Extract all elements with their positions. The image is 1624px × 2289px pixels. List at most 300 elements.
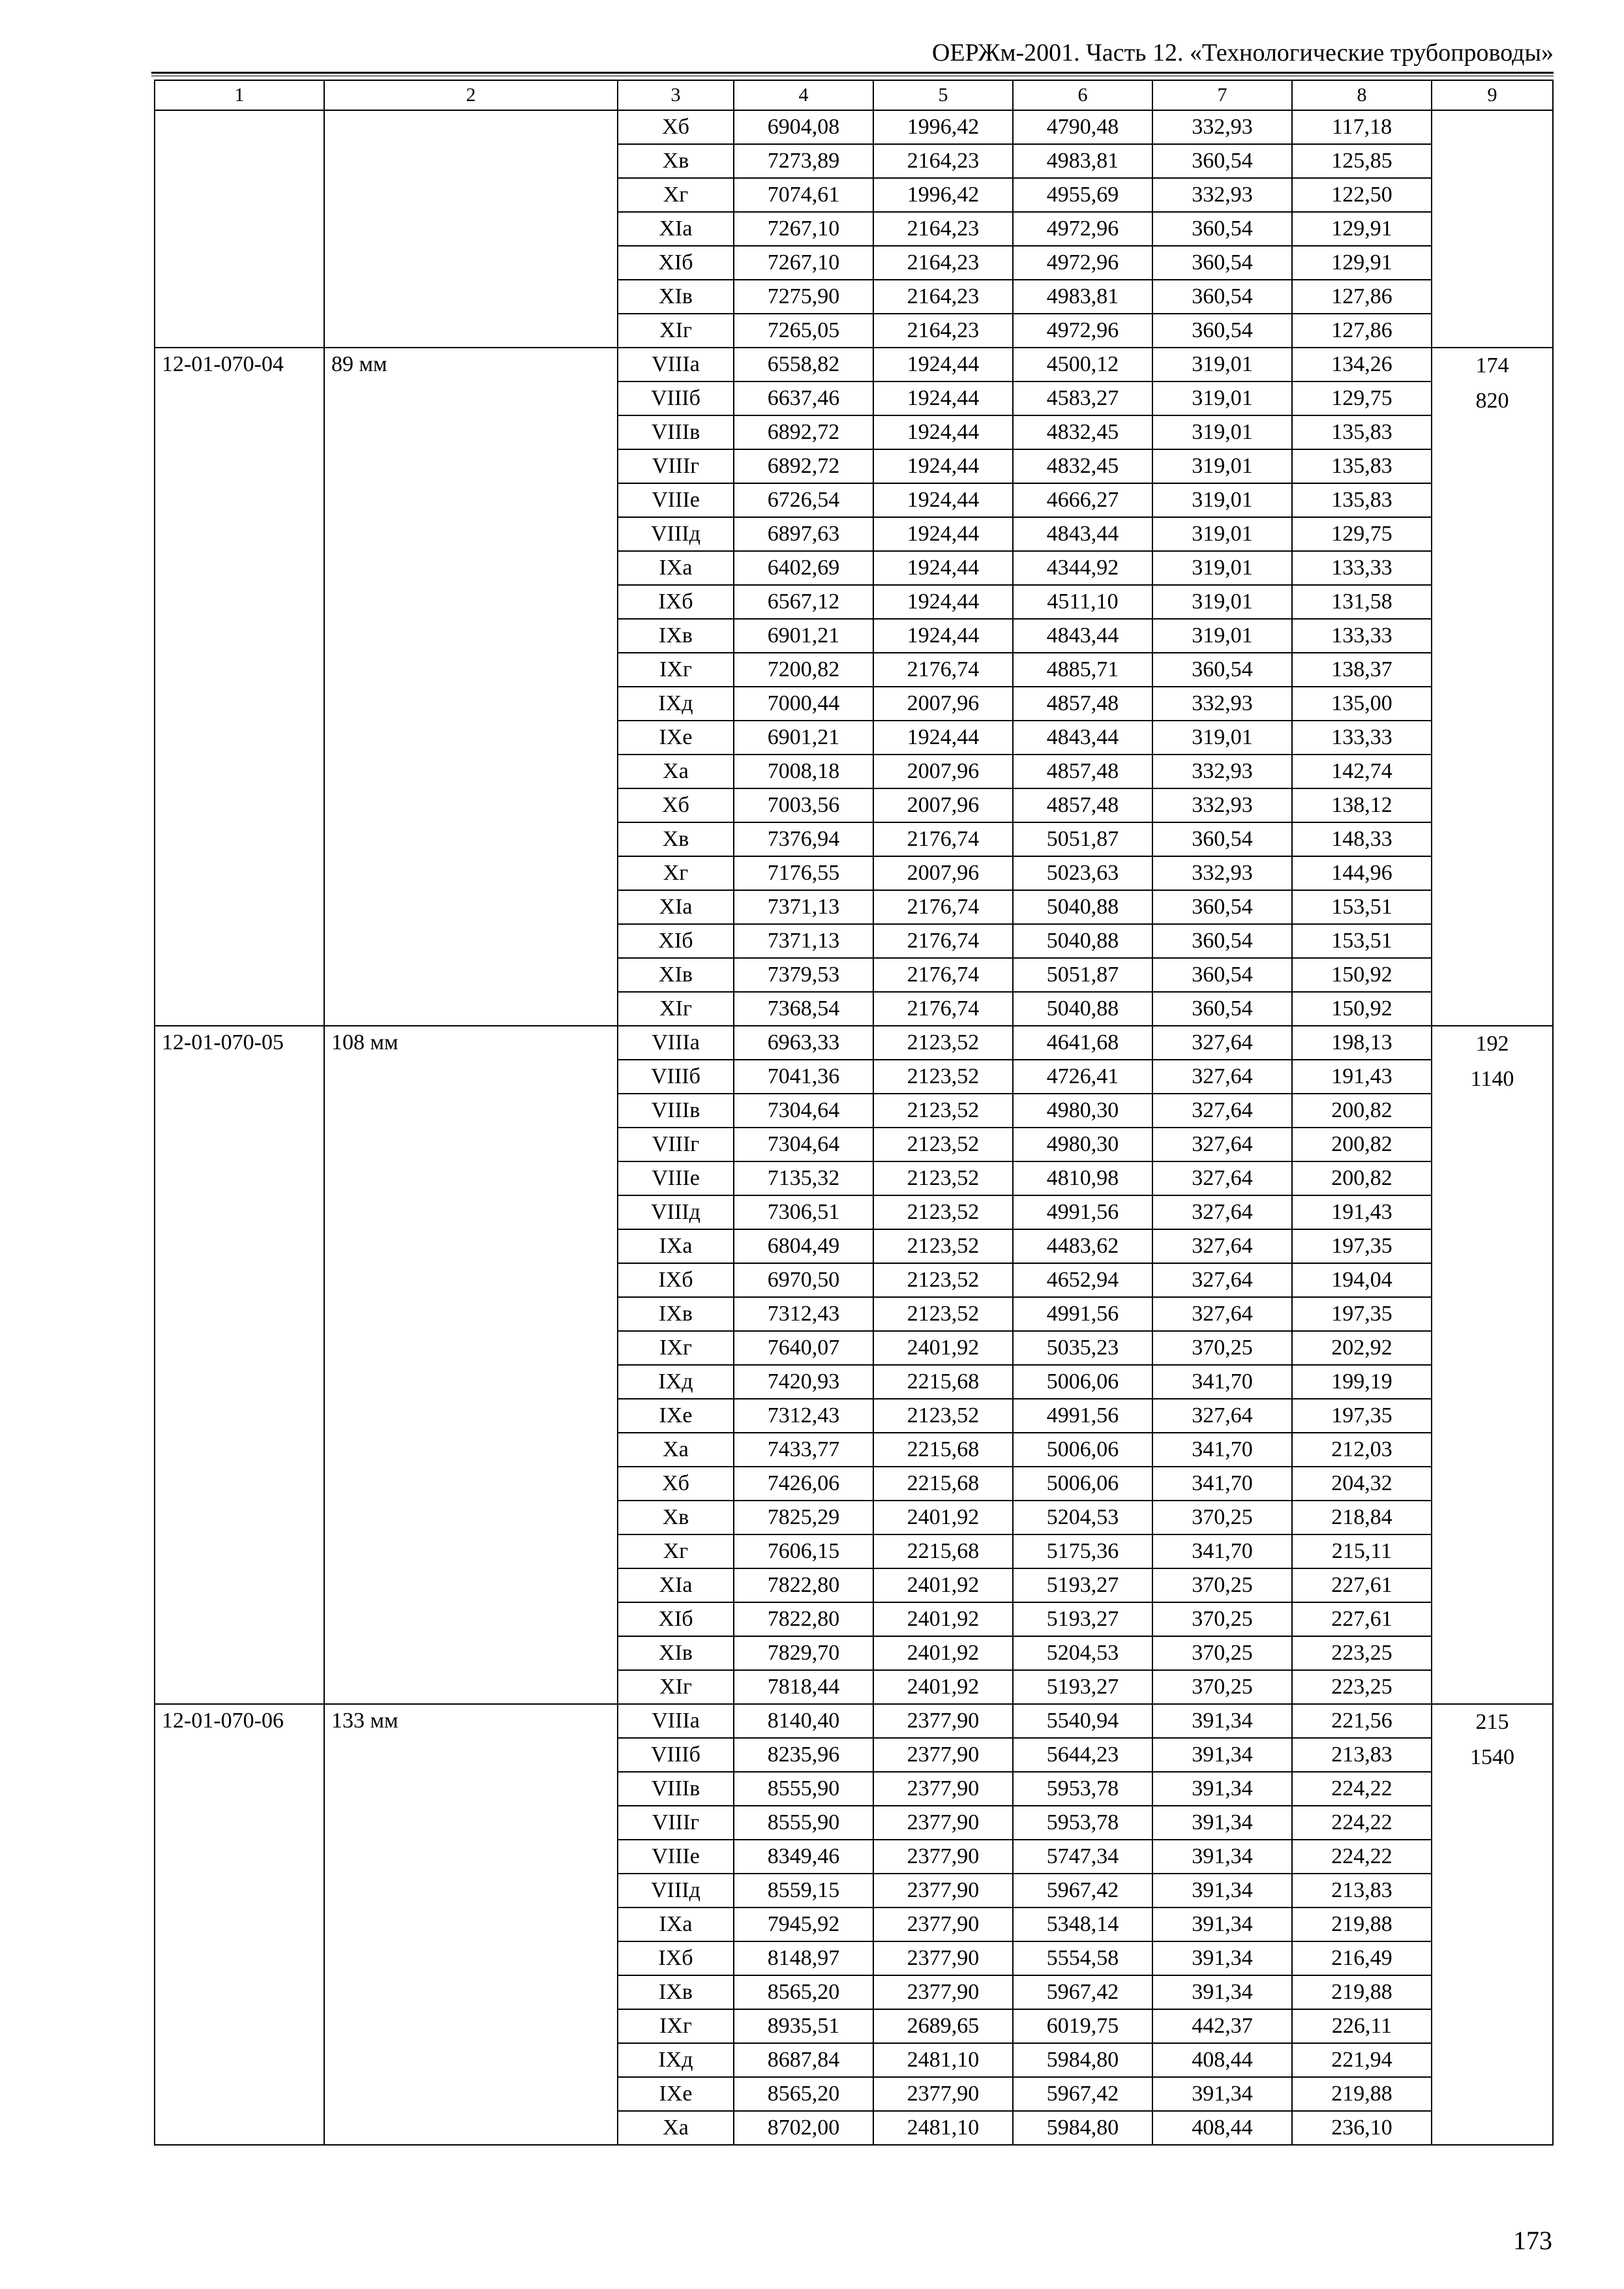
value-cell: 8559,15	[734, 1874, 873, 1908]
value-cell: 7822,80	[734, 1602, 873, 1636]
value-cell: 2401,92	[873, 1568, 1013, 1602]
value-cell: 4583,27	[1013, 382, 1152, 415]
value-cell: 7304,64	[734, 1128, 873, 1161]
value-cell: 370,25	[1152, 1568, 1292, 1602]
category-cell: IXe	[618, 721, 734, 755]
table-row	[155, 1704, 1553, 1738]
value-cell: 2164,23	[873, 246, 1013, 280]
value-cell: 7003,56	[734, 788, 873, 822]
value-cell: 198,13	[1292, 1026, 1432, 1060]
category-cell: VIIIд	[618, 1874, 734, 1908]
value-cell: 2481,10	[873, 2043, 1013, 2077]
value-cell: 7606,15	[734, 1534, 873, 1568]
value-cell: 224,22	[1292, 1806, 1432, 1840]
value-cell: 370,25	[1152, 1602, 1292, 1636]
value-cell: 204,32	[1292, 1467, 1432, 1501]
value-cell: 153,51	[1292, 924, 1432, 958]
value-cell: 4857,48	[1013, 788, 1152, 822]
value-cell: 391,34	[1152, 1975, 1292, 2009]
value-cell: 6904,08	[734, 110, 873, 144]
column-number-cell: 2	[324, 80, 618, 110]
value-cell: 2164,23	[873, 314, 1013, 348]
rate-code-cell	[155, 110, 324, 348]
category-cell: VIIIв	[618, 415, 734, 449]
column-number-row	[155, 80, 1553, 110]
value-cell: 360,54	[1152, 890, 1292, 924]
value-cell: 6019,75	[1013, 2009, 1152, 2043]
value-cell: 2377,90	[873, 1908, 1013, 1941]
category-cell: VIIIг	[618, 1128, 734, 1161]
value-cell: 391,34	[1152, 2077, 1292, 2111]
value-cell: 5984,80	[1013, 2111, 1152, 2145]
value-cell: 5006,06	[1013, 1467, 1152, 1501]
value-cell: 5953,78	[1013, 1806, 1152, 1840]
value-cell: 5967,42	[1013, 1874, 1152, 1908]
category-cell: IXв	[618, 619, 734, 653]
value-cell: 6963,33	[734, 1026, 873, 1060]
category-cell: IXa	[618, 1229, 734, 1263]
value-cell: 2377,90	[873, 1772, 1013, 1806]
value-cell: 221,56	[1292, 1704, 1432, 1738]
value-cell: 2176,74	[873, 992, 1013, 1026]
value-cell: 4955,69	[1013, 178, 1152, 212]
value-cell: 5984,80	[1013, 2043, 1152, 2077]
value-cell: 4983,81	[1013, 144, 1152, 178]
value-cell: 1924,44	[873, 415, 1013, 449]
value-cell: 6726,54	[734, 483, 873, 517]
value-cell: 319,01	[1152, 585, 1292, 619]
pipe-size-cell: 133 мм	[324, 1704, 618, 2145]
value-cell: 135,83	[1292, 415, 1432, 449]
column-number-cell: 7	[1152, 80, 1292, 110]
value-cell: 138,12	[1292, 788, 1432, 822]
value-cell: 360,54	[1152, 246, 1292, 280]
column-9-value: 820	[1475, 389, 1509, 413]
value-cell: 7304,64	[734, 1094, 873, 1128]
value-cell: 4857,48	[1013, 687, 1152, 721]
value-cell: 5193,27	[1013, 1568, 1152, 1602]
value-cell: 391,34	[1152, 1941, 1292, 1975]
category-cell: IXa	[618, 551, 734, 585]
value-cell: 7829,70	[734, 1636, 873, 1670]
value-cell: 2215,68	[873, 1534, 1013, 1568]
header-rule	[151, 72, 1554, 76]
value-cell: 2176,74	[873, 924, 1013, 958]
rate-code-cell: 12-01-070-05	[155, 1026, 324, 1704]
category-cell: IXд	[618, 687, 734, 721]
column-number-cell: 1	[155, 80, 324, 110]
value-cell: 2377,90	[873, 1840, 1013, 1874]
value-cell: 4500,12	[1013, 348, 1152, 382]
value-cell: 200,82	[1292, 1161, 1432, 1195]
value-cell: 4666,27	[1013, 483, 1152, 517]
value-cell: 327,64	[1152, 1297, 1292, 1331]
value-cell: 7176,55	[734, 856, 873, 890]
value-cell: 5040,88	[1013, 992, 1152, 1026]
value-cell: 4790,48	[1013, 110, 1152, 144]
value-cell: 4483,62	[1013, 1229, 1152, 1263]
value-cell: 215,11	[1292, 1534, 1432, 1568]
value-cell: 221,94	[1292, 2043, 1432, 2077]
value-cell: 7275,90	[734, 280, 873, 314]
value-cell: 2123,52	[873, 1026, 1013, 1060]
category-cell: IXг	[618, 653, 734, 687]
value-cell: 5006,06	[1013, 1433, 1152, 1467]
category-cell: VIIIд	[618, 517, 734, 551]
category-cell: IXд	[618, 1365, 734, 1399]
value-cell: 2123,52	[873, 1263, 1013, 1297]
value-cell: 1924,44	[873, 449, 1013, 483]
value-cell: 408,44	[1152, 2043, 1292, 2077]
value-cell: 319,01	[1152, 415, 1292, 449]
value-cell: 370,25	[1152, 1501, 1292, 1534]
value-cell: 227,61	[1292, 1602, 1432, 1636]
value-cell: 219,88	[1292, 2077, 1432, 2111]
value-cell: 2377,90	[873, 1975, 1013, 2009]
value-cell: 212,03	[1292, 1433, 1432, 1467]
value-cell: 370,25	[1152, 1636, 1292, 1670]
value-cell: 1924,44	[873, 382, 1013, 415]
category-cell: VIIIг	[618, 449, 734, 483]
value-cell: 2176,74	[873, 653, 1013, 687]
value-cell: 319,01	[1152, 517, 1292, 551]
value-cell: 135,83	[1292, 483, 1432, 517]
value-cell: 2215,68	[873, 1467, 1013, 1501]
category-cell: XIв	[618, 280, 734, 314]
value-cell: 129,91	[1292, 212, 1432, 246]
value-cell: 4857,48	[1013, 755, 1152, 788]
value-cell: 191,43	[1292, 1060, 1432, 1094]
value-cell: 7822,80	[734, 1568, 873, 1602]
category-cell: XIв	[618, 958, 734, 992]
category-cell: IXг	[618, 2009, 734, 2043]
value-cell: 327,64	[1152, 1060, 1292, 1094]
value-cell: 4810,98	[1013, 1161, 1152, 1195]
column-9-value: 1140	[1470, 1067, 1514, 1091]
value-cell: 332,93	[1152, 110, 1292, 144]
value-cell: 4991,56	[1013, 1399, 1152, 1433]
value-cell: 391,34	[1152, 1738, 1292, 1772]
column-number-cell: 3	[618, 80, 734, 110]
value-cell: 2123,52	[873, 1195, 1013, 1229]
value-cell: 2176,74	[873, 890, 1013, 924]
category-cell: XIa	[618, 890, 734, 924]
value-cell: 391,34	[1152, 1806, 1292, 1840]
value-cell: 7265,05	[734, 314, 873, 348]
value-cell: 2007,96	[873, 788, 1013, 822]
category-cell: VIIIб	[618, 1060, 734, 1094]
value-cell: 6892,72	[734, 449, 873, 483]
column-9-value: 192	[1475, 1032, 1509, 1056]
category-cell: IXб	[618, 585, 734, 619]
value-cell: 360,54	[1152, 653, 1292, 687]
value-cell: 319,01	[1152, 551, 1292, 585]
category-cell: VIIIa	[618, 1704, 734, 1738]
value-cell: 219,88	[1292, 1975, 1432, 2009]
value-cell: 370,25	[1152, 1331, 1292, 1365]
value-cell: 360,54	[1152, 924, 1292, 958]
value-cell: 2401,92	[873, 1331, 1013, 1365]
value-cell: 7273,89	[734, 144, 873, 178]
value-cell: 4726,41	[1013, 1060, 1152, 1094]
value-cell: 360,54	[1152, 958, 1292, 992]
table-row	[155, 110, 1553, 144]
category-cell: VIIIб	[618, 382, 734, 415]
value-cell: 360,54	[1152, 992, 1292, 1026]
value-cell: 1924,44	[873, 551, 1013, 585]
value-cell: 213,83	[1292, 1874, 1432, 1908]
category-cell: Xб	[618, 110, 734, 144]
category-cell: VIIIб	[618, 1738, 734, 1772]
value-cell: 202,92	[1292, 1331, 1432, 1365]
value-cell: 2176,74	[873, 822, 1013, 856]
value-cell: 319,01	[1152, 721, 1292, 755]
value-cell: 2007,96	[873, 687, 1013, 721]
category-cell: Xг	[618, 856, 734, 890]
value-cell: 4972,96	[1013, 246, 1152, 280]
category-cell: XIг	[618, 1670, 734, 1704]
category-cell: XIб	[618, 246, 734, 280]
category-cell: Xa	[618, 755, 734, 788]
value-cell: 5204,53	[1013, 1501, 1152, 1534]
column-number-cell: 5	[873, 80, 1013, 110]
value-cell: 391,34	[1152, 1874, 1292, 1908]
value-cell: 327,64	[1152, 1128, 1292, 1161]
value-cell: 6892,72	[734, 415, 873, 449]
value-cell: 5348,14	[1013, 1908, 1152, 1941]
value-cell: 332,93	[1152, 178, 1292, 212]
value-cell: 2401,92	[873, 1501, 1013, 1534]
category-cell: Xг	[618, 178, 734, 212]
category-cell: Xв	[618, 822, 734, 856]
value-cell: 200,82	[1292, 1128, 1432, 1161]
value-cell: 327,64	[1152, 1263, 1292, 1297]
value-cell: 153,51	[1292, 890, 1432, 924]
value-cell: 7200,82	[734, 653, 873, 687]
value-cell: 6637,46	[734, 382, 873, 415]
value-cell: 216,49	[1292, 1941, 1432, 1975]
value-cell: 4652,94	[1013, 1263, 1152, 1297]
category-cell: XIг	[618, 314, 734, 348]
column-9-cell	[1432, 1026, 1553, 1704]
column-9-value: 1540	[1470, 1745, 1514, 1769]
value-cell: 133,33	[1292, 619, 1432, 653]
value-cell: 2007,96	[873, 856, 1013, 890]
category-cell: IXa	[618, 1908, 734, 1941]
value-cell: 2401,92	[873, 1636, 1013, 1670]
value-cell: 6567,12	[734, 585, 873, 619]
category-cell: IXв	[618, 1297, 734, 1331]
column-9-value: 215	[1475, 1710, 1509, 1734]
category-cell: Xб	[618, 1467, 734, 1501]
value-cell: 327,64	[1152, 1229, 1292, 1263]
value-cell: 8935,51	[734, 2009, 873, 2043]
value-cell: 197,35	[1292, 1229, 1432, 1263]
value-cell: 8687,84	[734, 2043, 873, 2077]
value-cell: 2123,52	[873, 1399, 1013, 1433]
value-cell: 5040,88	[1013, 890, 1152, 924]
category-cell: Xв	[618, 144, 734, 178]
value-cell: 2377,90	[873, 1704, 1013, 1738]
value-cell: 2377,90	[873, 1874, 1013, 1908]
category-cell: XIг	[618, 992, 734, 1026]
value-cell: 391,34	[1152, 1704, 1292, 1738]
value-cell: 127,86	[1292, 280, 1432, 314]
value-cell: 4972,96	[1013, 212, 1152, 246]
category-cell: XIa	[618, 1568, 734, 1602]
value-cell: 332,93	[1152, 755, 1292, 788]
value-cell: 7312,43	[734, 1399, 873, 1433]
value-cell: 4832,45	[1013, 415, 1152, 449]
value-cell: 5967,42	[1013, 2077, 1152, 2111]
value-cell: 5175,36	[1013, 1534, 1152, 1568]
value-cell: 7008,18	[734, 755, 873, 788]
value-cell: 6901,21	[734, 721, 873, 755]
value-cell: 4885,71	[1013, 653, 1152, 687]
value-cell: 127,86	[1292, 314, 1432, 348]
value-cell: 2123,52	[873, 1094, 1013, 1128]
value-cell: 135,00	[1292, 687, 1432, 721]
page-number: 173	[1513, 2226, 1552, 2255]
value-cell: 223,25	[1292, 1636, 1432, 1670]
value-cell: 7371,13	[734, 890, 873, 924]
value-cell: 7074,61	[734, 178, 873, 212]
value-cell: 224,22	[1292, 1772, 1432, 1806]
value-cell: 148,33	[1292, 822, 1432, 856]
value-cell: 5540,94	[1013, 1704, 1152, 1738]
value-cell: 4832,45	[1013, 449, 1152, 483]
page-header-title: ОЕРЖм-2001. Часть 12. «Технологические трубопроводы»	[931, 39, 1554, 67]
category-cell: IXг	[618, 1331, 734, 1365]
value-cell: 2164,23	[873, 280, 1013, 314]
value-cell: 5040,88	[1013, 924, 1152, 958]
value-cell: 360,54	[1152, 144, 1292, 178]
value-cell: 319,01	[1152, 348, 1292, 382]
pipe-size-cell: 108 мм	[324, 1026, 618, 1704]
value-cell: 5554,58	[1013, 1941, 1152, 1975]
category-cell: VIIIe	[618, 1161, 734, 1195]
value-cell: 142,74	[1292, 755, 1432, 788]
value-cell: 197,35	[1292, 1399, 1432, 1433]
category-cell: Xг	[618, 1534, 734, 1568]
value-cell: 5006,06	[1013, 1365, 1152, 1399]
value-cell: 319,01	[1152, 619, 1292, 653]
value-cell: 341,70	[1152, 1433, 1292, 1467]
value-cell: 2401,92	[873, 1670, 1013, 1704]
table-row	[155, 1026, 1553, 1060]
value-cell: 4843,44	[1013, 619, 1152, 653]
value-cell: 7368,54	[734, 992, 873, 1026]
value-cell: 226,11	[1292, 2009, 1432, 2043]
category-cell: Xa	[618, 1433, 734, 1467]
column-number-cell: 4	[734, 80, 873, 110]
value-cell: 7306,51	[734, 1195, 873, 1229]
category-cell: VIIIe	[618, 1840, 734, 1874]
value-cell: 5193,27	[1013, 1602, 1152, 1636]
value-cell: 5023,63	[1013, 856, 1152, 890]
column-number-cell: 8	[1292, 80, 1432, 110]
value-cell: 5051,87	[1013, 958, 1152, 992]
value-cell: 8555,90	[734, 1806, 873, 1840]
value-cell: 319,01	[1152, 382, 1292, 415]
value-cell: 4983,81	[1013, 280, 1152, 314]
table-row	[155, 348, 1553, 382]
value-cell: 129,75	[1292, 382, 1432, 415]
rates-table-body	[155, 80, 1553, 2145]
value-cell: 150,92	[1292, 958, 1432, 992]
value-cell: 7945,92	[734, 1908, 873, 1941]
pipe-size-cell: 89 мм	[324, 348, 618, 1026]
value-cell: 2481,10	[873, 2111, 1013, 2145]
value-cell: 327,64	[1152, 1195, 1292, 1229]
value-cell: 2215,68	[873, 1433, 1013, 1467]
value-cell: 7376,94	[734, 822, 873, 856]
value-cell: 1924,44	[873, 585, 1013, 619]
value-cell: 1924,44	[873, 619, 1013, 653]
category-cell: IXe	[618, 1399, 734, 1433]
value-cell: 8140,40	[734, 1704, 873, 1738]
value-cell: 200,82	[1292, 1094, 1432, 1128]
value-cell: 224,22	[1292, 1840, 1432, 1874]
value-cell: 2377,90	[873, 1806, 1013, 1840]
value-cell: 2377,90	[873, 1941, 1013, 1975]
value-cell: 408,44	[1152, 2111, 1292, 2145]
column-9-cell	[1432, 110, 1553, 348]
value-cell: 327,64	[1152, 1161, 1292, 1195]
category-cell: XIб	[618, 924, 734, 958]
value-cell: 2123,52	[873, 1161, 1013, 1195]
value-cell: 8235,96	[734, 1738, 873, 1772]
value-cell: 6901,21	[734, 619, 873, 653]
value-cell: 332,93	[1152, 856, 1292, 890]
value-cell: 5953,78	[1013, 1772, 1152, 1806]
value-cell: 5035,23	[1013, 1331, 1152, 1365]
value-cell: 1924,44	[873, 721, 1013, 755]
column-number-cell: 6	[1013, 80, 1152, 110]
value-cell: 391,34	[1152, 1772, 1292, 1806]
value-cell: 370,25	[1152, 1670, 1292, 1704]
value-cell: 2164,23	[873, 144, 1013, 178]
value-cell: 133,33	[1292, 721, 1432, 755]
value-cell: 4843,44	[1013, 517, 1152, 551]
value-cell: 2007,96	[873, 755, 1013, 788]
value-cell: 8565,20	[734, 2077, 873, 2111]
value-cell: 133,33	[1292, 551, 1432, 585]
value-cell: 4344,92	[1013, 551, 1152, 585]
value-cell: 6897,63	[734, 517, 873, 551]
value-cell: 4991,56	[1013, 1297, 1152, 1331]
value-cell: 150,92	[1292, 992, 1432, 1026]
value-cell: 7000,44	[734, 687, 873, 721]
column-9-cell	[1432, 1704, 1553, 2145]
category-cell: VIIIe	[618, 483, 734, 517]
value-cell: 360,54	[1152, 314, 1292, 348]
column-number-cell: 9	[1432, 80, 1553, 110]
value-cell: 5204,53	[1013, 1636, 1152, 1670]
value-cell: 2123,52	[873, 1128, 1013, 1161]
value-cell: 4641,68	[1013, 1026, 1152, 1060]
category-cell: VIIIa	[618, 348, 734, 382]
value-cell: 5051,87	[1013, 822, 1152, 856]
category-cell: VIIIa	[618, 1026, 734, 1060]
value-cell: 2123,52	[873, 1229, 1013, 1263]
value-cell: 6402,69	[734, 551, 873, 585]
value-cell: 7267,10	[734, 212, 873, 246]
category-cell: IXв	[618, 1975, 734, 2009]
category-cell: Xб	[618, 788, 734, 822]
value-cell: 135,83	[1292, 449, 1432, 483]
value-cell: 7818,44	[734, 1670, 873, 1704]
